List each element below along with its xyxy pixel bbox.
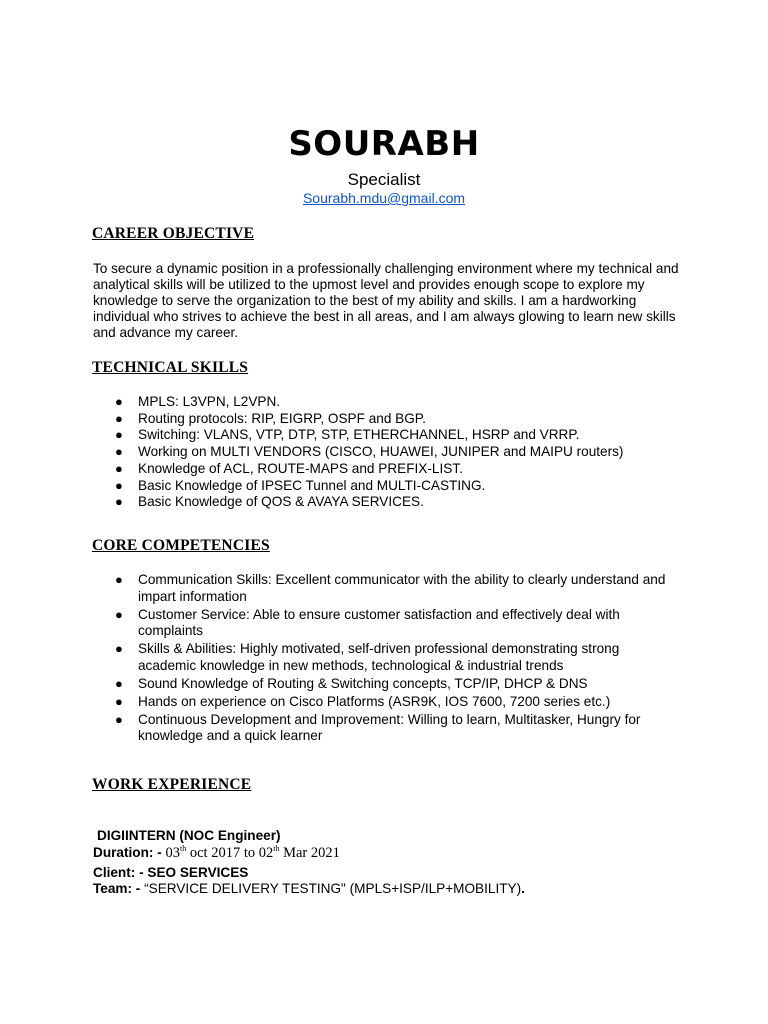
list-item: ● Working on MULTI VENDORS (CISCO, HUAWEI, JUNIPER and MAIPU routers) [115, 444, 624, 460]
career-objective-heading: CAREER OBJECTIVE [92, 225, 255, 242]
client-label: Client: - [93, 865, 144, 880]
bullet-icon: ● [115, 460, 123, 476]
bullet-icon: ● [115, 641, 123, 657]
bullet-icon: ● [115, 444, 123, 460]
candidate-name: SOURABH [288, 124, 480, 164]
bullet-icon: ● [115, 693, 123, 709]
bullet-icon: ● [115, 427, 123, 443]
team-value: “SERVICE DELIVERY TESTING" (MPLS+ISP/ILP+MOBILITY) [144, 881, 522, 896]
duration-label: Duration: - [93, 845, 162, 860]
client-value: SEO SERVICES [147, 865, 249, 880]
list-item: ● Basic Knowledge of QOS & AVAYA SERVICES. [115, 494, 424, 510]
list-item: ● Hands on experience on Cisco Platforms (ASR9K, IOS 7600, 7200 series etc.) [115, 693, 611, 709]
bullet-icon: ● [115, 606, 123, 622]
bullet-icon: ● [115, 394, 123, 409]
duration-line [93, 845, 340, 862]
list-item: ● Routing protocols: RIP, EIGRP, OSPF and BGP. [115, 410, 426, 426]
team-label: Team: - [93, 881, 141, 896]
candidate-title: Specialist [347, 170, 421, 189]
bullet-icon: ● [115, 410, 123, 426]
technical-skills-list [93, 394, 673, 511]
career-objective-text: To secure a dynamic position in a professionally challenging environment where my technical and analytical skills will be utilized to the upmost level and provides enough scope to explore my knowledge to serve the organization to the best of my ability and skills. I am a hardworking individual who strives to achieve the best in all areas, and I am always glowing to learn new skills and advance my career. [93, 261, 679, 340]
client-line [93, 865, 248, 880]
bullet-icon: ● [115, 572, 123, 587]
bullet-icon: ● [115, 711, 123, 727]
core-competencies-heading: CORE COMPETENCIES [92, 537, 270, 554]
list-item: ● Switching: VLANS, VTP, DTP, STP, ETHERCHANNEL, HSRP and VRRP. [115, 427, 580, 443]
company-name: DIGIINTERN (NOC Engineer) [97, 828, 281, 843]
technical-skills-heading: TECHNICAL SKILLS [92, 359, 249, 376]
work-experience-heading: WORK EXPERIENCE [92, 776, 252, 793]
duration-value: 03th oct 2017 to 02th Mar 2021 [165, 844, 340, 861]
bullet-icon: ● [115, 477, 123, 493]
list-item: ● Basic Knowledge of IPSEC Tunnel and MULTI-CASTING. [115, 477, 486, 493]
list-item: ● Communication Skills: Excellent communicator with the ability to clearly understand and impart information [115, 572, 666, 604]
bullet-icon: ● [115, 675, 123, 691]
list-item: ● MPLS: L3VPN, L2VPN. [115, 394, 281, 409]
list-item: ● Sound Knowledge of Routing & Switching concepts, TCP/IP, DHCP & DNS [115, 675, 588, 691]
list-item: ● Customer Service: Able to ensure customer satisfaction and effectively deal with complaints [115, 606, 620, 639]
email-row [0, 190, 768, 206]
team-line: Team: - “SERVICE DELIVERY TESTING" (MPLS+ISP/ILP+MOBILITY). [93, 881, 525, 896]
list-item: ● Continuous Development and Improvement: Willing to learn, Multitasker, Hungry for knowledge and a quick learner [115, 711, 641, 744]
list-item: ● Skills & Abilities: Highly motivated, self-driven professional demonstrating strong academic knowledge in new methods, technological & industrial trends [115, 641, 620, 673]
core-competencies-list [93, 572, 673, 746]
email-link[interactable]: Sourabh.mdu@gmail.com [302, 190, 466, 206]
bullet-icon: ● [115, 494, 123, 510]
list-item: ● Knowledge of ACL, ROUTE-MAPS and PREFIX-LIST. [115, 460, 463, 476]
